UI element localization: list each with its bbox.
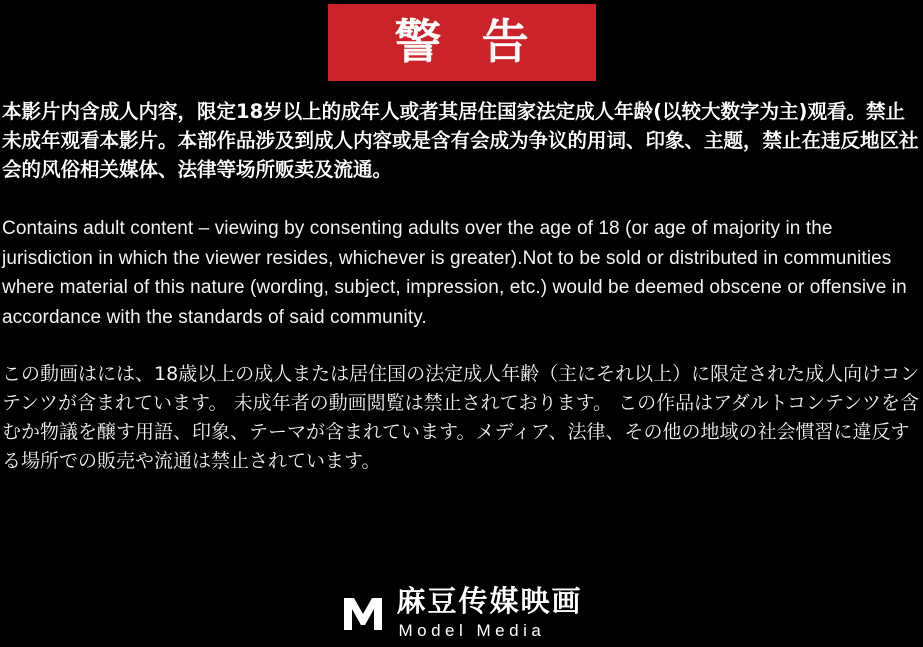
notice-text-english: Contains adult content – viewing by consenting adults over the age of 18 (or age of majority in the jurisdiction in which the viewer resides, whichever is greater).Not to be sold or distributed in communities where material of this nature (wording, subject, impression, etc.) would be deemed obscene or offensive in accordance with the standards of said community.: [2, 218, 907, 328]
brand-name-en: Model Media: [398, 621, 546, 640]
brand-name-cn: 麻豆传媒映画: [396, 584, 583, 618]
notice-body: [0, 97, 923, 476]
warning-banner-label: 警 告: [394, 15, 541, 70]
warning-banner-container: [0, 0, 923, 81]
m-logo-icon: [340, 590, 386, 636]
brand-logo: [0, 584, 923, 640]
notice-text-japanese: この動画はには、18歳以上の成人または居住国の法定成人年齢（主にそれ以上）に限定された成人向けコンテンツが含まれています。 未成年者の動画閲覧は禁止されております。 この作品はアダルトコンテンツを含むか物議を醸す用語、印象、テーマが含まれています。メディア、法律、その他の地域の社会慣習に違反する場所での販売や流通は禁止されています。: [2, 363, 920, 472]
brand-logo-text: [396, 584, 583, 640]
notice-text-chinese: 本影片内含成人内容，限定18岁以上的成年人或者其居住国家法定成人年龄(以较大数字为主)观看。禁止未成年观看本影片。本部作品涉及到成人内容或是含有会成为争议的用词、印象、主题，禁止在违反地区社会的风俗相关媒体、法律等场所贩卖及流通。: [2, 100, 919, 181]
warning-banner: [328, 4, 596, 81]
